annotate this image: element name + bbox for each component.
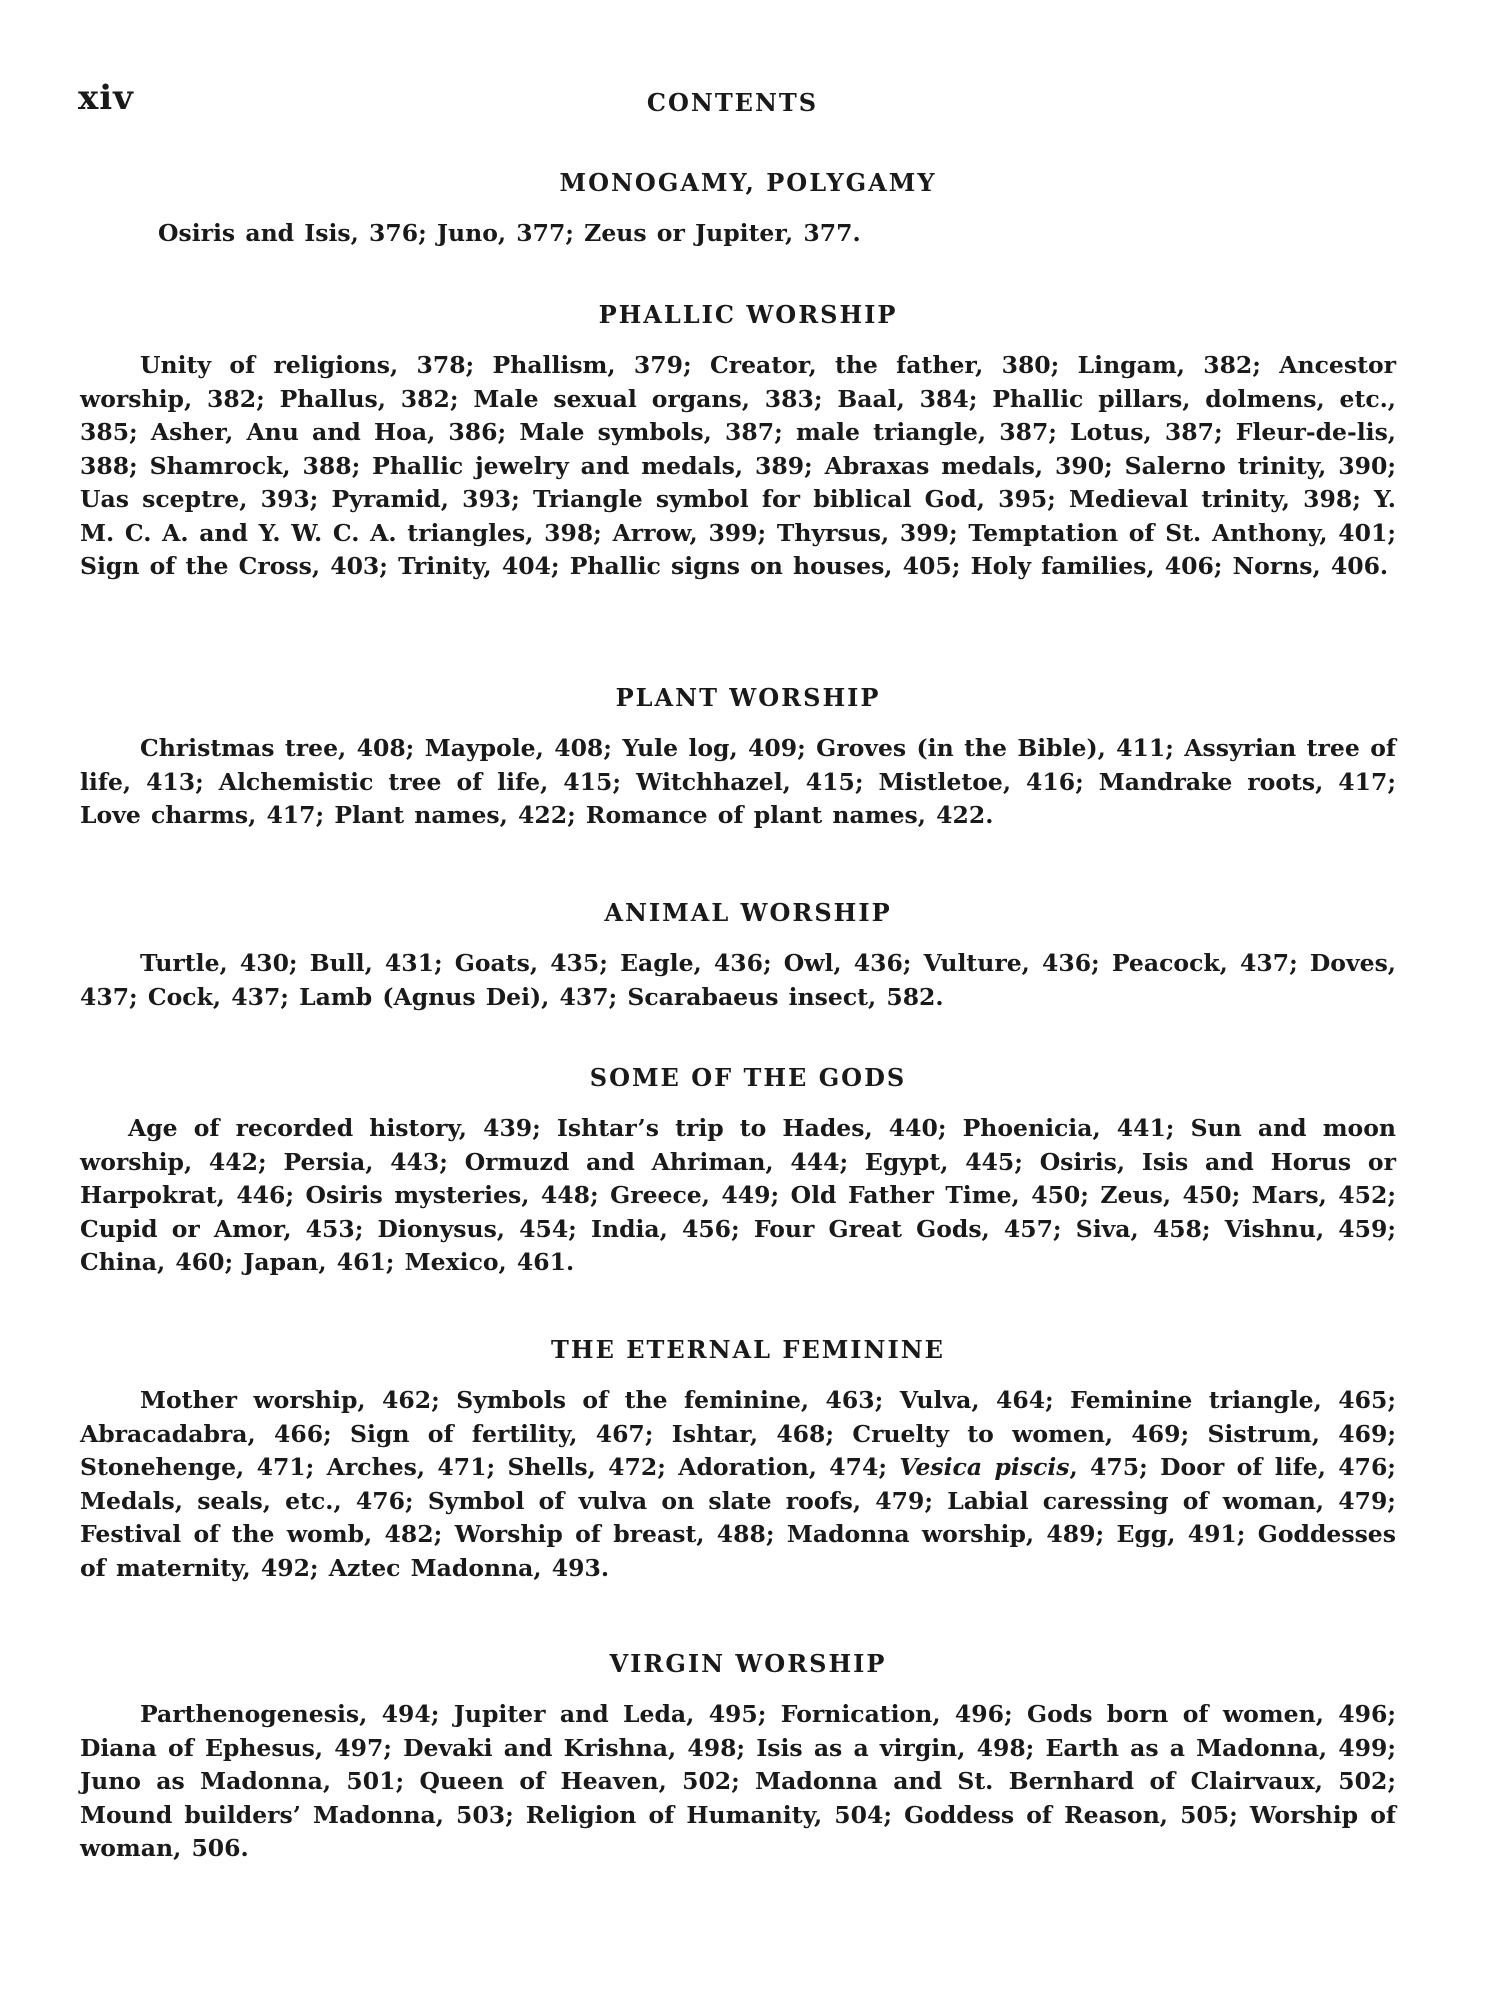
section-entries: Osiris and Isis, 376; Juno, 377; Zeus or Jupiter, 377.: [158, 219, 861, 247]
section-plant-worship: [80, 683, 1396, 833]
section-heading: ANIMAL WORSHIP: [604, 898, 892, 927]
section-heading: PHALLIC WORSHIP: [598, 300, 898, 329]
section-virgin-worship: [80, 1649, 1396, 1866]
section-some-of-the-gods: [80, 1063, 1396, 1280]
italic-term: Vesica piscis: [899, 1453, 1070, 1481]
section-entries: Parthenogenesis, 494; Jupiter and Leda, 495; Fornication, 496; Gods born of women, 496; Diana of Ephesus, 497; Devaki and Krishna, 498; Isis as a virgin, 498; Earth as a Madonna, 499; Juno as Madonna, 501; Queen of Heaven, 502; Madonna and St. Bernhard of Clairvaux, 502; Mound builders’ Madonna, 503; Religion of Humanity, 504; Goddess of Reason, 505; Worship of woman, 506.: [80, 1700, 1396, 1862]
running-head: CONTENTS: [646, 88, 819, 117]
entries-part-1: Mother worship, 462; Symbols of the feminine, 463; Vulva, 464; Feminine triangle, 465; Abracadabra, 466; Sign of fertility, 467; Ishtar, 468; Cruelty to women, 469; Sistrum, 469; Stonehenge, 471; Arches, 471; Shells, 472; Adoration, 474;: [80, 1386, 1396, 1481]
section-entries: [80, 1384, 1396, 1585]
section-phallic-worship: [80, 300, 1396, 584]
section-entries: Turtle, 430; Bull, 431; Goats, 435; Eagle, 436; Owl, 436; Vulture, 436; Peacock, 437; Doves, 437; Cock, 437; Lamb (Agnus Dei), 437; Scarabaeus insect, 582.: [80, 949, 1396, 1011]
section-monogamy-polygamy: [80, 168, 1396, 251]
section-entries: Age of recorded history, 439; Ishtar’s trip to Hades, 440; Phoenicia, 441; Sun and moon worship, 442; Persia, 443; Ormuzd and Ahriman, 444; Egypt, 445; Osiris, Isis and Horus or Harpokrat, 446; Osiris mysteries, 448; Greece, 449; Old Father Time, 450; Zeus, 450; Mars, 452; Cupid or Amor, 453; Dionysus, 454; India, 456; Four Great Gods, 457; Siva, 458; Vishnu, 459; China, 460; Japan, 461; Mexico, 461.: [80, 1114, 1396, 1276]
section-animal-worship: [80, 898, 1396, 1014]
section-entries: Christmas tree, 408; Maypole, 408; Yule log, 409; Groves (in the Bible), 411; Assyrian tree of life, 413; Alchemistic tree of life, 415; Witchhazel, 415; Mistletoe, 416; Mandrake roots, 417; Love charms, 417; Plant names, 422; Romance of plant names, 422.: [80, 734, 1396, 829]
section-heading: SOME OF THE GODS: [589, 1063, 907, 1092]
section-heading: THE ETERNAL FEMININE: [551, 1335, 945, 1364]
section-heading: PLANT WORSHIP: [615, 683, 881, 712]
entries-part-2: , 475; Door of life, 476; Medals, seals, etc., 476; Symbol of vulva on slate roofs, 479; Labial caressing of woman, 479; Festival of the womb, 482; Worship of breast, 488; Madonna worship, 489; Egg, 491; Goddesses of maternity, 492; Aztec Madonna, 493.: [80, 1453, 1396, 1582]
section-heading: VIRGIN WORSHIP: [609, 1649, 887, 1678]
section-eternal-feminine: [80, 1335, 1396, 1585]
section-heading: MONOGAMY, POLYGAMY: [559, 168, 937, 197]
section-entries: Unity of religions, 378; Phallism, 379; Creator, the father, 380; Lingam, 382; Ancestor worship, 382; Phallus, 382; Male sexual organs, 383; Baal, 384; Phallic pillars, dolmens, etc., 385; Asher, Anu and Hoa, 386; Male symbols, 387; male triangle, 387; Lotus, 387; Fleur-de-lis, 388; Shamrock, 388; Phallic jewelry and medals, 389; Abraxas medals, 390; Salerno trinity, 390; Uas sceptre, 393; Pyramid, 393; Triangle symbol for biblical God, 395; Medieval trinity, 398; Y. M. C. A. and Y. W. C. A. triangles, 398; Arrow, 399; Thyrsus, 399; Temptation of St. Anthony, 401; Sign of the Cross, 403; Trinity, 404; Phallic signs on houses, 405; Holy families, 406; Norns, 406.: [80, 351, 1396, 580]
page-number: xiv: [78, 78, 134, 118]
